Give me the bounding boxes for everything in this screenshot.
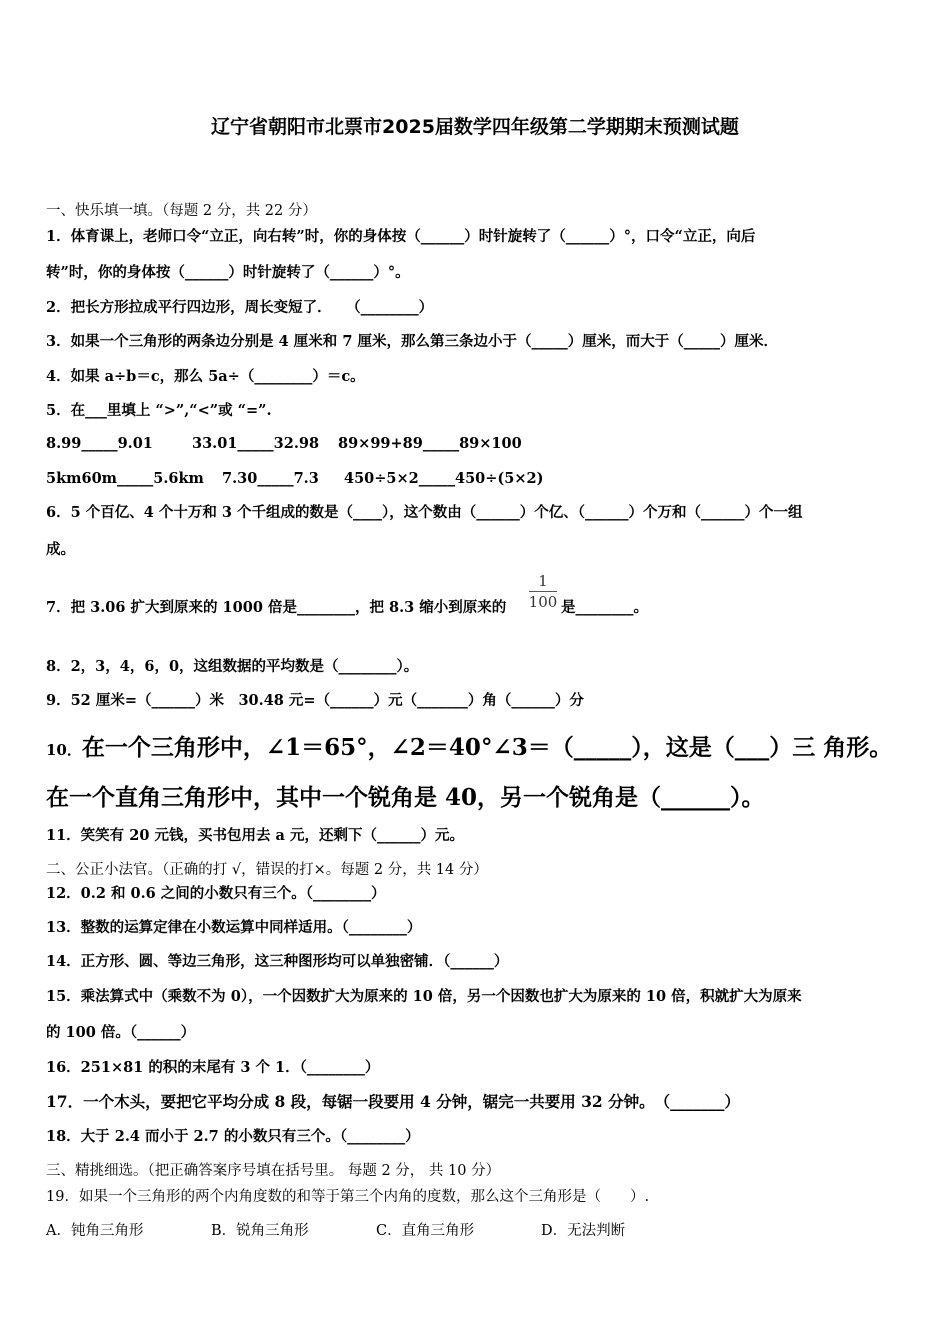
question-7-end: 是________。 (561, 599, 648, 616)
question-11: 11．笑笑有 20 元钱，买书包用去 a 元，还剩下（______）元。 (46, 827, 464, 844)
option-b: B．锐角三角形 (211, 1223, 309, 1239)
question-19: 19．如果一个三角形的两个内角度数的和等于第三个内角的度数，那么这个三角形是（ ）. (46, 1189, 650, 1205)
fraction-one-hundredth (527, 572, 559, 611)
question-10-line-1 (46, 733, 910, 766)
question-8: 8．2，3，4，6，0，这组数据的平均数是（________）。 (46, 658, 419, 675)
compare-item: 8.99_____9.01 (46, 435, 153, 452)
compare-item: 5km60m_____5.6km (46, 470, 204, 487)
question-9: 9．52 厘米=（______）米 30.48 元=（______）元（_______）角（______）分 (46, 692, 584, 709)
compare-item: 33.01_____32.98 (192, 435, 320, 452)
question-6-line-2: 成。 (46, 541, 75, 558)
question-5: 5．在___里填上 “>”,“<”或 “=”. (46, 402, 272, 419)
page-title: 辽宁省朝阳市北票市2025届数学四年级第二学期期末预测试题 (211, 116, 739, 138)
option-d: D．无法判断 (541, 1223, 626, 1239)
question-15-line-2: 的 100 倍。（______） (46, 1024, 196, 1041)
question-4: 4．如果 a÷b＝c，那么 5a÷（________）＝c。 (46, 368, 365, 385)
compare-item: 7.30_____7.3 (222, 470, 319, 487)
question-10-line-2: 在一个直角三角形中，其中一个锐角是 40，另一个锐角是（______）。 (46, 784, 765, 811)
question-18: 18．大于 2.4 而小于 2.7 的小数只有三个。（________） (46, 1128, 420, 1145)
question-15-line-1: 15．乘法算式中（乘数不为 0），一个因数扩大为原来的 10 倍，另一个因数也扩大为原来的 10 倍，积就扩大为原来 (46, 988, 802, 1005)
question-12: 12．0.2 和 0.6 之间的小数只有三个。（________） (46, 885, 386, 902)
question-10-text: 在一个三角形中，∠1＝65°，∠2＝40°∠3＝（_____），这是（___）三 角形。 (81, 734, 893, 761)
question-14: 14．正方形、圆、等边三角形，这三种图形均可以单独密铺．（______） (46, 953, 509, 970)
section-1-heading: 一、快乐填一填。（每题 2 分，共 22 分） (46, 203, 317, 219)
compare-item: 450÷5×2_____450÷(5×2) (344, 470, 544, 487)
question-2: 2．把长方形拉成平行四边形，周长变短了． （________） (46, 299, 434, 316)
option-c: C．直角三角形 (376, 1223, 475, 1239)
question-3: 3．如果一个三角形的两条边分别是 4 厘米和 7 厘米，那么第三条边小于（_____）厘米，而大于（_____）厘米． (46, 333, 778, 350)
question-6-line-1: 6．5 个百亿、4 个十万和 3 个千组成的数是（____），这个数由（______）个亿、（______）个万和（______）个一组 (46, 504, 803, 521)
fraction-denominator: 100 (528, 593, 558, 611)
section-2-heading: 二、公正小法官。（正确的打 √，错误的打×。每题 2 分，共 14 分） (46, 862, 488, 878)
question-16: 16．251×81 的积的末尾有 3 个 1．（________） (46, 1059, 380, 1076)
option-a: A．钝角三角形 (46, 1223, 144, 1239)
question-5-row-2 (46, 469, 910, 489)
question-17: 17．一个木头，要把它平均分成 8 段，每锯一段要用 4 分钟，锯完一共要用 32 分钟。 （_______） (46, 1092, 740, 1111)
question-19-options (46, 1221, 910, 1241)
question-7: 7．把 3.06 扩大到原来的 1000 倍是________，把 8.3 缩小到原来的 (46, 599, 507, 616)
compare-item: 89×99+89_____89×100 (338, 435, 522, 452)
question-5-row-1 (46, 434, 910, 454)
question-1-line-1: 1．体育课上，老师口令“立正，向右转”时，你的身体按（______）时针旋转了（______）°，口令“立正，向后 (46, 228, 756, 245)
question-10-number: 10． (46, 741, 82, 759)
fraction-numerator: 1 (538, 572, 548, 590)
section-3-heading: 三、精挑细选。（把正确答案序号填在括号里。 每题 2 分， 共 10 分） (46, 1163, 501, 1179)
question-1-line-2: 转”时，你的身体按（______）时针旋转了（______）°。 (46, 264, 410, 281)
question-13: 13．整数的运算定律在小数运算中同样适用。（________） (46, 919, 422, 936)
